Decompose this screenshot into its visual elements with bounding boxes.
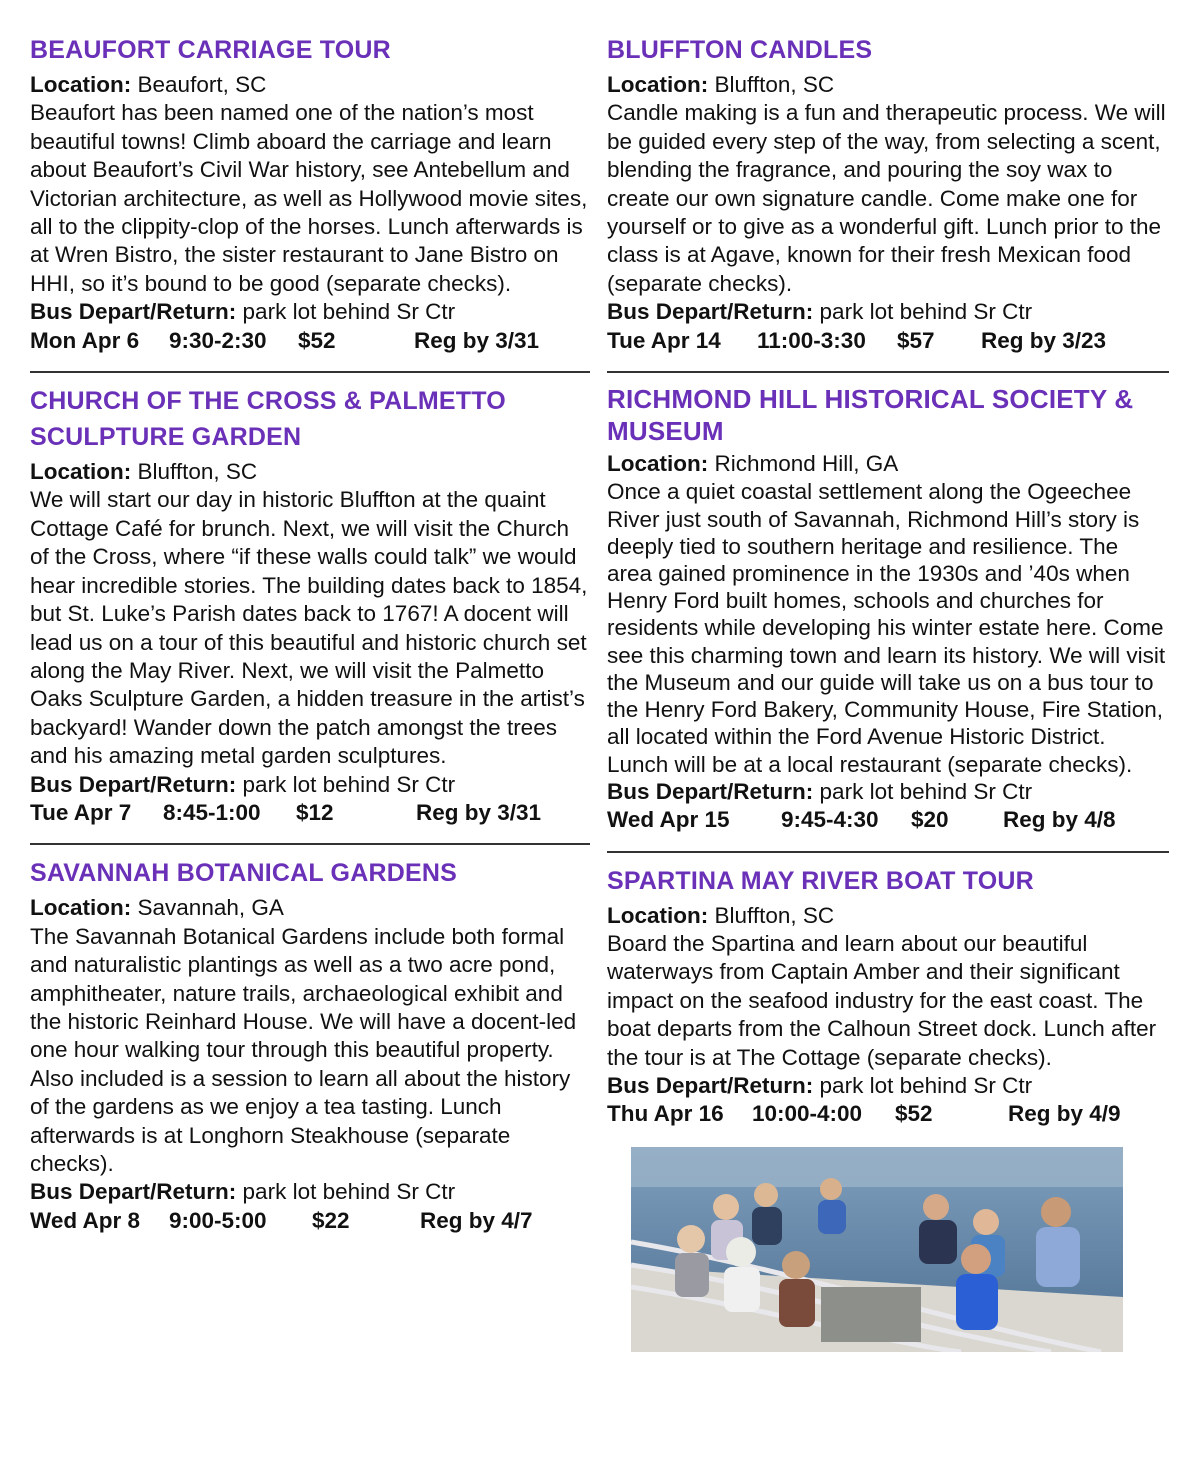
event-bus <box>607 778 1169 806</box>
event-reg-deadline: Reg by 3/23 <box>981 327 1107 353</box>
location-label: Location: <box>30 895 132 921</box>
bus-label: Bus Depart/Return: <box>607 778 814 804</box>
event-description: The Savannah Botanical Gardens include both formal and naturalistic plantings as well as a two acre pond, amphitheater, nature trails, archaeological exhibit and the historic Reinhard House. We will have a docent-led one hour walking tour through this beautiful property. Also included is a session to learn all about the history of the gardens as we enjoy a tea tasting. Lunch afterwards is at Longhorn Steakhouse (separate checks). <box>30 923 577 1176</box>
event-savannah-botanical-gardens <box>30 855 590 1235</box>
event-beaufort-carriage-tour <box>30 32 590 355</box>
event-location <box>30 894 590 922</box>
bus-value: park lot behind Sr Ctr <box>819 299 1033 325</box>
event-bus <box>607 1072 1169 1100</box>
right-column <box>607 32 1169 1352</box>
event-time: 9:45-4:30 <box>781 807 879 833</box>
event-price: $57 <box>897 327 935 353</box>
boat-seat-box <box>821 1287 921 1342</box>
location-label: Location: <box>30 72 132 97</box>
boat-tour-photo <box>631 1147 1123 1352</box>
bus-label: Bus Depart/Return: <box>607 1072 814 1098</box>
event-location <box>607 450 1169 478</box>
event-spartina-boat-tour <box>607 863 1169 1352</box>
event-description: We will start our day in historic Bluffton at the quaint Cottage Café for brunch. Next, we will visit the Church of the Cross, where “if these walls could talk” we would hear incredible stories. The building dates back to 1854, but St. Luke’s Parish dates back to 1767! A docent will lead us on a tour of this beautiful and historic church set along the May River. Next, we will visit the Palmetto Oaks Sculpture Garden, a hidden treasure in the artist’s backyard! Wander down the patch amongst the trees and his amazing metal garden sculptures. <box>30 487 588 769</box>
bus-value: park lot behind Sr Ctr <box>819 778 1033 804</box>
event-time: 11:00-3:30 <box>757 327 866 353</box>
event-location <box>30 458 590 486</box>
event-time: 8:45-1:00 <box>163 799 261 825</box>
event-title: SAVANNAH BOTANICAL GARDENS <box>30 859 457 888</box>
event-day: Thu Apr 16 <box>607 1101 724 1127</box>
event-title: BEAUFORT CARRIAGE TOUR <box>30 36 391 64</box>
event-location <box>607 71 1169 99</box>
bus-value: park lot behind Sr Ctr <box>242 1179 456 1205</box>
bus-value: park lot behind Sr Ctr <box>242 299 456 325</box>
event-schedule <box>607 806 1169 834</box>
event-reg-deadline: Reg by 4/8 <box>1003 807 1116 833</box>
event-reg-deadline: Reg by 3/31 <box>414 327 540 353</box>
event-bus <box>607 298 1169 326</box>
event-bus <box>30 1178 590 1206</box>
event-time: 9:30-2:30 <box>169 327 267 353</box>
event-schedule <box>30 1207 590 1235</box>
event-schedule <box>607 1100 1169 1128</box>
event-title: BLUFFTON CANDLES <box>607 36 873 64</box>
bus-value: park lot behind Sr Ctr <box>242 771 456 797</box>
event-price: $52 <box>895 1101 933 1127</box>
event-richmond-hill <box>607 383 1169 834</box>
event-title: RICHMOND HILL HISTORICAL SOCIETY & MUSEUM <box>607 384 1134 447</box>
event-bus <box>30 771 590 799</box>
event-schedule <box>30 327 590 355</box>
location-value: Bluffton, SC <box>714 902 835 928</box>
location-value: Bluffton, SC <box>137 459 258 485</box>
boat-photo-illustration <box>631 1147 1123 1352</box>
event-reg-deadline: Reg by 4/7 <box>420 1207 533 1233</box>
event-location <box>607 902 1169 930</box>
divider <box>607 371 1169 373</box>
bus-label: Bus Depart/Return: <box>30 771 237 797</box>
event-title: SPARTINA MAY RIVER BOAT TOUR <box>607 866 1034 895</box>
event-description: Beaufort has been named one of the nation’s most beautiful towns! Climb aboard the carriage and learn about Beaufort’s Civil War history, see Antebellum and Victorian architecture, as well as Hollywood movie sites, all to the clippity-clop of the horses. Lunch afterwards is at Wren Bistro, the sister restaurant to Jane Bistro on HHI, so it’s bound to be good (separate checks). <box>30 100 588 296</box>
event-time: 9:00-5:00 <box>169 1207 267 1233</box>
event-price: $20 <box>911 807 949 833</box>
event-reg-deadline: Reg by 3/31 <box>416 799 542 825</box>
event-day: Wed Apr 8 <box>30 1207 141 1233</box>
location-label: Location: <box>607 902 709 928</box>
event-bus <box>30 298 590 326</box>
bus-label: Bus Depart/Return: <box>30 299 237 325</box>
event-description: Board the Spartina and learn about our beautiful waterways from Captain Amber and their significant impact on the seafood industry for the east coast. The boat departs from the Calhoun Street dock. Lunch after the tour is at The Cottage (separate checks). <box>607 930 1157 1070</box>
event-day: Mon Apr 6 <box>30 327 140 353</box>
event-price: $52 <box>298 327 336 353</box>
event-reg-deadline: Reg by 4/9 <box>1008 1101 1121 1127</box>
divider <box>30 371 590 373</box>
location-label: Location: <box>607 72 709 97</box>
event-church-of-the-cross <box>30 383 590 827</box>
location-value: Bluffton, SC <box>714 72 835 97</box>
location-label: Location: <box>607 451 709 477</box>
left-column <box>30 32 590 1235</box>
event-schedule <box>607 327 1169 355</box>
bus-value: park lot behind Sr Ctr <box>819 1072 1033 1098</box>
event-description: Candle making is a fun and therapeutic process. We will be guided every step of the way, from selecting a scent, blending the fragrance, and pouring the soy wax to create our own signature candle. Come make one for yourself or to give as a wonderful gift. Lunch prior to the class is at Agave, known for their fresh Mexican food (separate checks). <box>607 100 1166 296</box>
divider <box>30 843 590 845</box>
divider <box>607 851 1169 853</box>
event-location <box>30 71 590 99</box>
event-description: Once a quiet coastal settlement along the Ogeechee River just south of Savannah, Richmond Hill’s story is deeply tied to southern heritage and resilience. The area gained prominence in the 1930s and ’40s when Henry Ford built homes, schools and churches for residents while developing his winter estate here. Come see this charming town and learn its history. We will visit the Museum and our guide will take us on a bus tour to the Henry Ford Bakery, Community House, Fire Station, all located within the Ford Avenue Historic District. Lunch will be at a local restaurant (separate checks). <box>607 479 1166 777</box>
event-price: $22 <box>312 1207 350 1233</box>
event-price: $12 <box>296 799 334 825</box>
event-day: Wed Apr 15 <box>607 807 730 833</box>
event-day: Tue Apr 7 <box>30 799 132 825</box>
location-value: Savannah, GA <box>137 895 284 921</box>
location-value: Beaufort, SC <box>137 72 267 97</box>
event-schedule <box>30 799 590 827</box>
event-day: Tue Apr 14 <box>607 327 721 353</box>
location-label: Location: <box>30 459 132 485</box>
bus-label: Bus Depart/Return: <box>30 1179 237 1205</box>
event-title: CHURCH OF THE CROSS & PALMETTO SCULPTURE GARDEN <box>30 387 506 452</box>
sky-haze <box>631 1147 1123 1187</box>
event-bluffton-candles <box>607 32 1169 355</box>
event-time: 10:00-4:00 <box>752 1101 863 1127</box>
bus-label: Bus Depart/Return: <box>607 299 814 325</box>
location-value: Richmond Hill, GA <box>714 451 899 477</box>
